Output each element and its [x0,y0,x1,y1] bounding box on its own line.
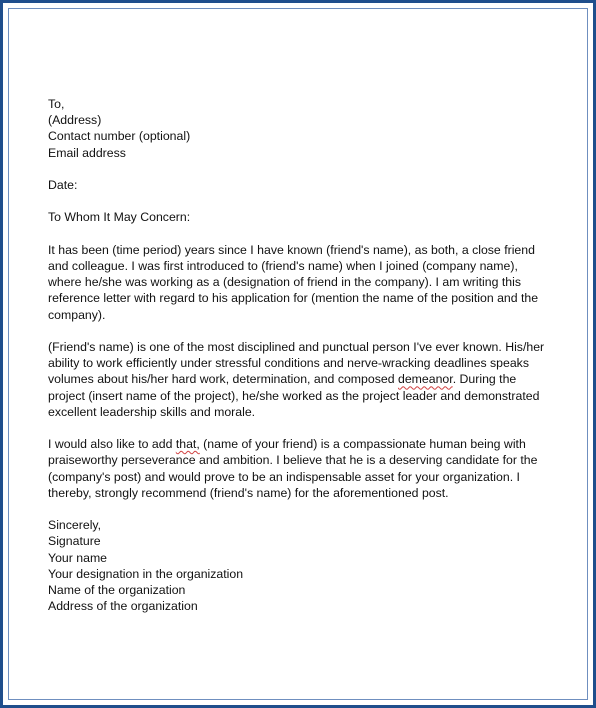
paragraph-line: project (insert name of the project), he/she worked as the project leader and demonstrated [48,388,540,403]
closing-sincerely: Sincerely, [48,518,102,533]
header-to: To, [48,97,65,111]
closing-designation: Your designation in the organization [48,566,244,581]
letter-body [48,96,548,614]
paragraph-text: volumes about his/her hard work, determination, and composed [48,372,398,387]
closing-org-address: Address of the organization [48,599,198,614]
spellcheck-flagged-word: that, [175,437,200,452]
header-email: Email address [48,145,126,160]
paragraph-line: ability to work efficiently under stressful conditions and nerve-wracking deadlines speaks [48,356,529,371]
paragraph-line: where he/she was working as a (designation of friend in the company). I am writing this [48,275,521,290]
paragraph-line: reference letter with regard to his application for (mention the name of the position and the [48,291,539,306]
spacer [48,226,548,242]
header-address: (Address) [48,113,102,128]
letter-header [48,96,548,161]
header-contact: Contact number (optional) [48,129,191,144]
paragraph-line: excellent leadership skills and morale. [48,404,256,419]
paragraph-text: (name of your friend) is a compassionate human being with [199,437,526,452]
paragraph-3 [48,436,542,501]
spacer [48,161,548,177]
paragraph-line [48,436,542,452]
letter-date: Date: [48,178,78,192]
paragraph-line: company). [48,307,106,322]
paragraph-line: and colleague. I was first introduced to (friend's name) when I joined (company name), [48,258,518,273]
paragraph-1 [48,242,542,323]
spacer [48,193,548,209]
closing-name: Your name [48,550,108,565]
paragraph-line: (company's post) and would prove to be an indispensable asset for your organization. I [48,469,520,484]
paragraph-line: It has been (time period) years since I have known (friend's name), as both, a close friend [48,242,535,257]
paragraph-line: thereby, strongly recommend (friend's name) for the aforementioned post. [48,485,449,500]
spacer [48,501,548,517]
paragraph-line [48,371,542,387]
spellcheck-flagged-word: demeanor [397,372,453,387]
letter-closing [48,517,548,614]
paragraph-line: praiseworthy perseverance and ambition. I believe that he is a deserving candidate for the [48,453,538,468]
paragraph-text: I would also like to add [48,437,176,452]
paragraph-text: . During the [452,372,517,387]
closing-org-name: Name of the organization [48,583,186,597]
spacer [48,323,548,339]
paragraph-line: (Friend's name) is one of the most disciplined and punctual person I've ever known. His/her [48,339,545,354]
closing-signature: Signature [48,534,101,549]
letter-salutation: To Whom It May Concern: [48,210,191,225]
paragraph-2 [48,339,545,420]
spacer [48,420,548,436]
